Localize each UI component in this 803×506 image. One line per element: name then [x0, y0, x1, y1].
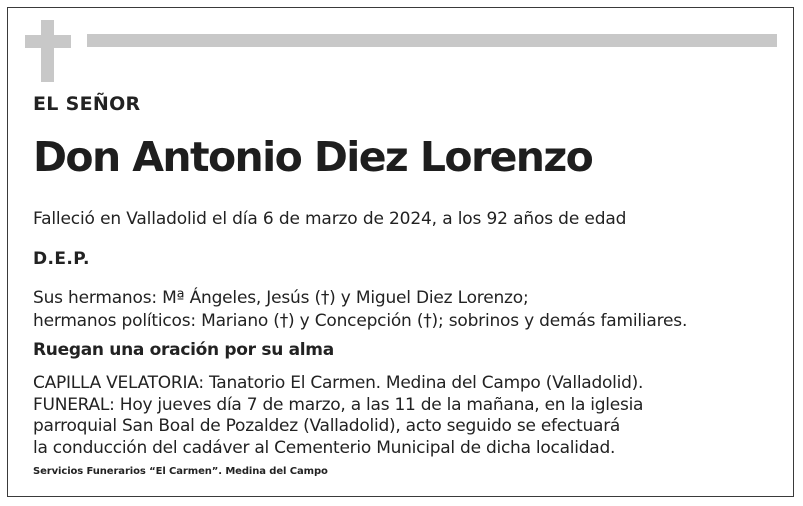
service-line: CAPILLA VELATORIA: Tanatorio El Carmen. Medina del Campo (Valladolid). — [33, 373, 644, 393]
service-line: FUNERAL: Hoy jueves día 7 de marzo, a las 11 de la mañana, en la iglesia — [33, 394, 644, 415]
service-line: la conducción del cadáver al Cementerio Municipal de dicha localidad. — [33, 437, 616, 458]
honorific: EL SEÑOR — [33, 93, 141, 115]
rip-text: D.E.P. — [33, 249, 90, 269]
cross-icon-vertical-bar — [41, 20, 54, 82]
prayer-request: Ruegan una oración por su alma — [33, 340, 334, 360]
service-paragraph — [33, 373, 643, 459]
header-rule — [87, 34, 777, 47]
service-line: parroquial San Boal de Pozaldez (Valladolid), acto seguido se efectuará — [33, 416, 621, 436]
family-paragraph — [33, 287, 687, 333]
family-line: hermanos políticos: Mariano (†) y Concepción (†); sobrinos y demás familiares. — [33, 311, 688, 331]
family-line: Sus hermanos: Mª Ángeles, Jesús (†) y Miguel Diez Lorenzo; — [33, 288, 529, 308]
funeral-home-credit: Servicios Funerarios “El Carmen”. Medina del Campo — [33, 466, 328, 477]
death-details: Falleció en Valladolid el día 6 de marzo de 2024, a los 92 años de edad — [33, 209, 627, 229]
deceased-name: Don Antonio Diez Lorenzo — [33, 133, 593, 181]
cross-icon-horizontal-bar — [25, 35, 71, 48]
